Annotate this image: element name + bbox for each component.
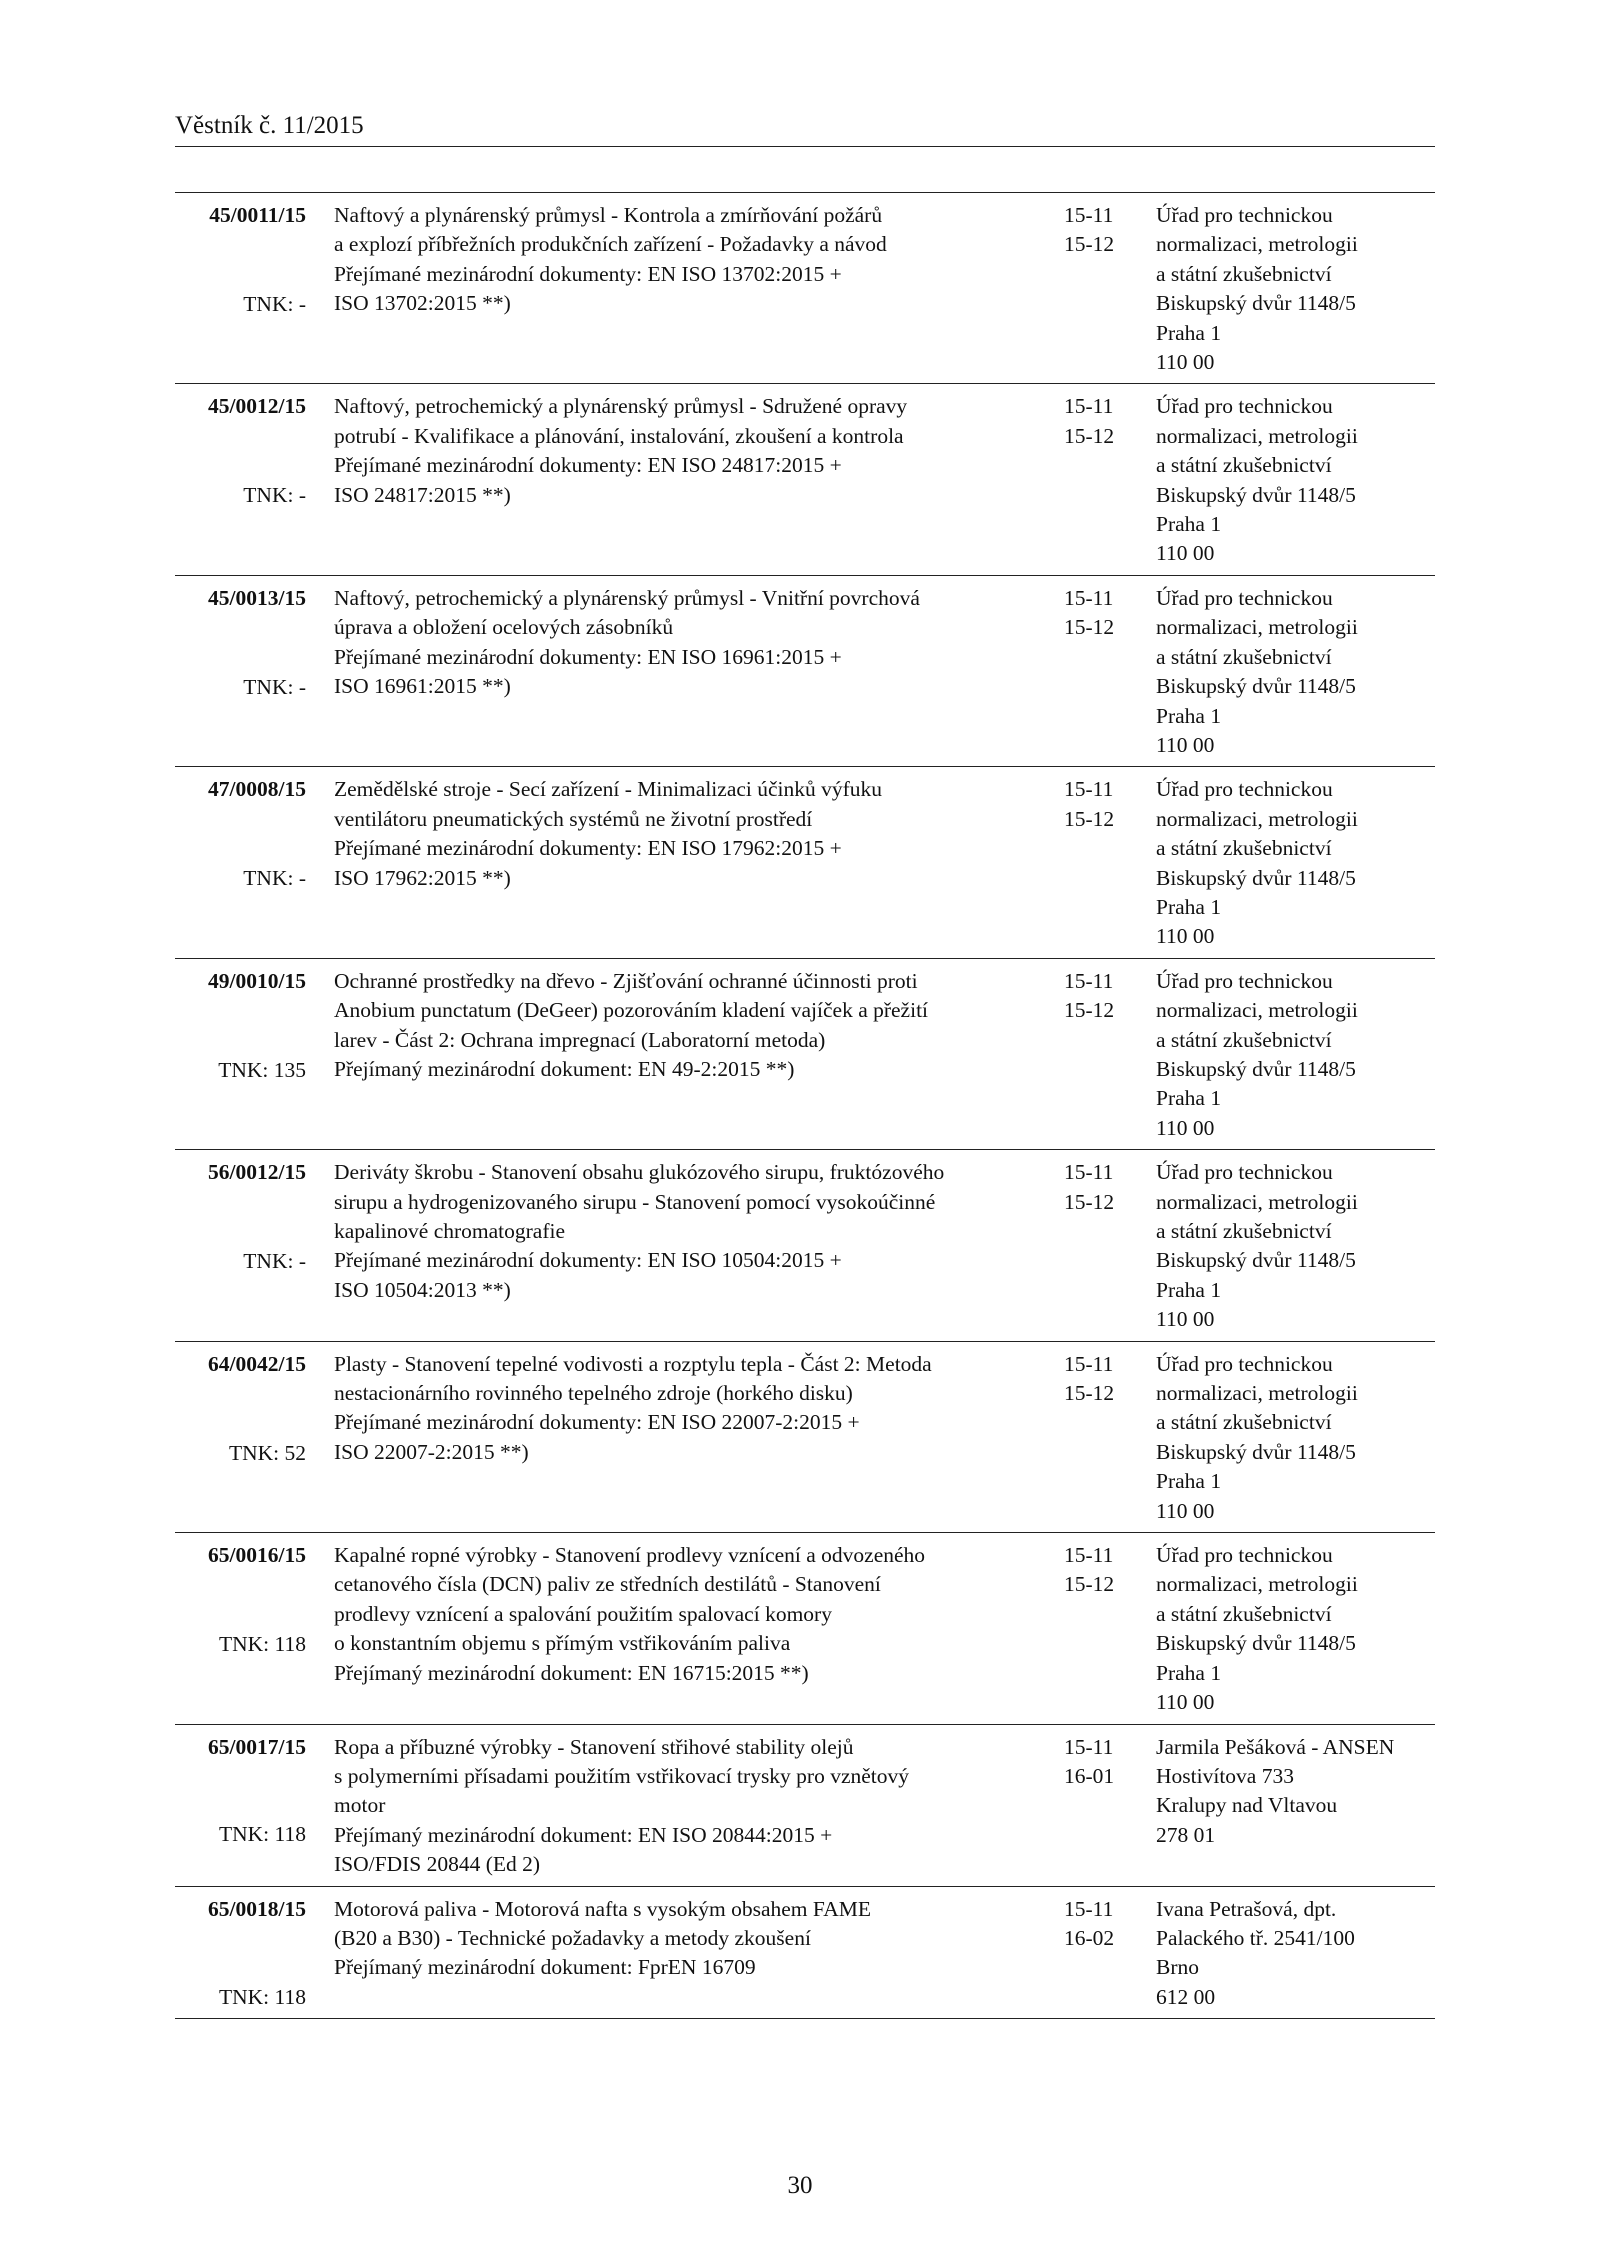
address-line: a státní zkušebnictví <box>1156 453 1332 478</box>
tnk-label: TNK: 118 <box>219 1984 306 2009</box>
row-id-cell <box>175 1895 306 2013</box>
address-line: a státní zkušebnictví <box>1156 1027 1332 1052</box>
address-line: 110 00 <box>1156 924 1215 949</box>
address-cell <box>1156 775 1435 951</box>
dates-cell <box>1064 1350 1136 1526</box>
address-line: a státní zkušebnictví <box>1156 836 1332 861</box>
description-line: Ropa a příbuzné výrobky - Stanovení střihové stability olejů <box>334 1734 854 1759</box>
description-line: Motorová paliva - Motorová nafta s vysokým obsahem FAME <box>334 1896 872 1921</box>
dates-cell <box>1064 1733 1136 1880</box>
description-line: ISO 22007-2:2015 **) <box>334 1439 529 1464</box>
address-cell <box>1156 1895 1435 2013</box>
table-row <box>175 767 1435 958</box>
tnk-label: TNK: - <box>243 866 306 891</box>
header-rule <box>175 146 1435 147</box>
description-line: Deriváty škrobu - Stanovení obsahu glukózového sirupu, fruktózového <box>334 1160 945 1185</box>
table-row <box>175 1725 1435 1887</box>
description-line: Přejímané mezinárodní dokumenty: EN ISO 13702:2015 + <box>334 261 842 286</box>
address-line: Úřad pro technickou <box>1156 394 1333 419</box>
table-row <box>175 576 1435 767</box>
address-line: Biskupský dvůr 1148/5 <box>1156 674 1356 699</box>
date-code: 16-02 <box>1064 1925 1115 1950</box>
row-id-cell <box>175 967 306 1143</box>
address-line: Kralupy nad Vltavou <box>1156 1793 1338 1818</box>
address-line: Biskupský dvůr 1148/5 <box>1156 1248 1356 1273</box>
address-line: Úřad pro technickou <box>1156 968 1333 993</box>
description-line: Přejímaný mezinárodní dokument: EN 16715:2015 **) <box>334 1660 809 1685</box>
dates-cell <box>1064 1895 1136 2013</box>
table-row <box>175 1150 1435 1341</box>
address-line: Biskupský dvůr 1148/5 <box>1156 1439 1356 1464</box>
description-line: Přejímaný mezinárodní dokument: FprEN 16709 <box>334 1955 756 1980</box>
description-line: Anobium punctatum (DeGeer) pozorováním kladení vajíček a přežití <box>334 998 929 1023</box>
date-code: 15-11 <box>1064 1896 1114 1921</box>
date-code: 15-11 <box>1064 585 1114 610</box>
address-line: 110 00 <box>1156 350 1215 375</box>
description-line: Přejímané mezinárodní dokumenty: EN ISO 17962:2015 + <box>334 836 842 861</box>
description-line: Přejímané mezinárodní dokumenty: EN ISO 22007-2:2015 + <box>334 1410 860 1435</box>
dates-cell <box>1064 584 1136 760</box>
description-cell <box>334 775 1044 951</box>
tnk-label: TNK: - <box>243 292 306 317</box>
tnk-label: TNK: 52 <box>228 1440 306 1465</box>
date-code: 15-12 <box>1064 1572 1115 1597</box>
description-line: ISO 10504:2013 **) <box>334 1277 511 1302</box>
description-line: Přejímané mezinárodní dokumenty: EN ISO 16961:2015 + <box>334 644 842 669</box>
address-line: 110 00 <box>1156 1498 1215 1523</box>
date-code: 15-11 <box>1064 777 1114 802</box>
address-cell <box>1156 1733 1435 1880</box>
description-line: (B20 a B30) - Technické požadavky a metody zkoušení <box>334 1925 811 1950</box>
description-line: ISO 24817:2015 **) <box>334 482 511 507</box>
description-line: ISO/FDIS 20844 (Ed 2) <box>334 1852 541 1877</box>
description-cell <box>334 1350 1044 1526</box>
address-cell <box>1156 967 1435 1143</box>
row-id-cell <box>175 1541 306 1717</box>
description-line: Přejímané mezinárodní dokumenty: EN ISO 10504:2015 + <box>334 1248 842 1273</box>
row-id-cell <box>175 1350 306 1526</box>
description-line: ISO 17962:2015 **) <box>334 865 511 890</box>
address-line: Praha 1 <box>1156 1469 1222 1494</box>
address-line: 110 00 <box>1156 732 1215 757</box>
address-line: Biskupský dvůr 1148/5 <box>1156 1631 1356 1656</box>
address-line: a státní zkušebnictví <box>1156 1219 1332 1243</box>
standard-number: 47/0008/15 <box>208 777 306 802</box>
table-row <box>175 193 1435 384</box>
description-line: ISO 16961:2015 **) <box>334 674 511 699</box>
description-line: larev - Část 2: Ochrana impregnací (Laboratorní metoda) <box>334 1027 826 1052</box>
address-line: Úřad pro technickou <box>1156 1160 1333 1185</box>
standards-table <box>175 192 1435 2019</box>
description-line: nestacionárního rovinného tepelného zdroje (horkého disku) <box>334 1381 853 1406</box>
address-line: a státní zkušebnictví <box>1156 1601 1332 1626</box>
standard-number: 45/0012/15 <box>208 394 306 419</box>
date-code: 15-11 <box>1064 394 1114 419</box>
description-cell <box>334 1733 1044 1880</box>
address-line: Praha 1 <box>1156 1277 1222 1302</box>
address-cell <box>1156 1541 1435 1717</box>
table-row <box>175 1887 1435 2020</box>
address-line: 110 00 <box>1156 541 1215 566</box>
standard-number: 56/0012/15 <box>208 1160 306 1185</box>
description-line: Naftový, petrochemický a plynárenský průmysl - Sdružené opravy <box>334 394 908 419</box>
address-line: normalizaci, metrologii <box>1156 1381 1358 1406</box>
address-line: Praha 1 <box>1156 320 1222 345</box>
description-line: Naftový, petrochemický a plynárenský průmysl - Vnitřní povrchová <box>334 585 920 610</box>
description-cell <box>334 201 1044 377</box>
description-line: Plasty - Stanovení tepelné vodivosti a rozptylu tepla - Část 2: Metoda <box>334 1351 932 1376</box>
date-code: 15-11 <box>1064 1543 1114 1568</box>
description-line: a explozí příbřežních produkčních zařízení - Požadavky a návod <box>334 232 887 257</box>
address-line: a státní zkušebnictví <box>1156 1410 1332 1435</box>
address-line: normalizaci, metrologii <box>1156 998 1358 1023</box>
tnk-label: TNK: 135 <box>218 1057 306 1082</box>
dates-cell <box>1064 201 1136 377</box>
description-line: ventilátoru pneumatických systémů ne životní prostředí <box>334 806 813 831</box>
table-row <box>175 384 1435 575</box>
tnk-label: TNK: - <box>243 1249 306 1274</box>
row-id-cell <box>175 584 306 760</box>
address-cell <box>1156 1350 1435 1526</box>
address-line: Biskupský dvůr 1148/5 <box>1156 1056 1356 1081</box>
dates-cell <box>1064 775 1136 951</box>
standard-number: 65/0016/15 <box>208 1543 306 1568</box>
description-line: úprava a obložení ocelových zásobníků <box>334 615 674 640</box>
address-line: 612 00 <box>1156 1984 1216 2009</box>
address-line: Úřad pro technickou <box>1156 585 1333 610</box>
description-line: Naftový a plynárenský průmysl - Kontrola a zmírňování požárů <box>334 203 883 227</box>
date-code: 15-12 <box>1064 998 1115 1023</box>
address-cell <box>1156 584 1435 760</box>
address-line: Praha 1 <box>1156 1660 1222 1685</box>
dates-cell <box>1064 967 1136 1143</box>
address-line: 110 00 <box>1156 1115 1215 1140</box>
description-line: s polymerními přísadami použitím vstřikovací trysky pro vznětový <box>334 1763 910 1788</box>
description-line: o konstantním objemu s přímým vstřikováním paliva <box>334 1631 791 1656</box>
address-line: Biskupský dvůr 1148/5 <box>1156 482 1356 507</box>
address-line: normalizaci, metrologii <box>1156 232 1358 257</box>
description-line: sirupu a hydrogenizovaného sirupu - Stanovení pomocí vysokoúčinné <box>334 1189 936 1214</box>
date-code: 15-12 <box>1064 1189 1115 1214</box>
standard-number: 45/0013/15 <box>208 585 306 610</box>
description-line: cetanového čísla (DCN) paliv ze středních destilátů - Stanovení <box>334 1572 881 1597</box>
date-code: 15-11 <box>1064 1160 1114 1185</box>
description-cell <box>334 584 1044 760</box>
page-header <box>175 110 1435 147</box>
description-cell <box>334 1895 1044 2013</box>
standard-number: 49/0010/15 <box>208 968 306 993</box>
standard-number: 45/0011/15 <box>209 203 306 227</box>
table-row <box>175 1533 1435 1724</box>
description-line: prodlevy vznícení a spalování použitím spalovací komory <box>334 1601 832 1626</box>
dates-cell <box>1064 1158 1136 1334</box>
address-line: Biskupský dvůr 1148/5 <box>1156 291 1356 316</box>
description-cell <box>334 1541 1044 1717</box>
address-line: Úřad pro technickou <box>1156 777 1333 802</box>
description-cell <box>334 392 1044 568</box>
address-line: Praha 1 <box>1156 512 1222 537</box>
tnk-label: TNK: - <box>243 483 306 508</box>
address-cell <box>1156 201 1435 377</box>
address-line: normalizaci, metrologii <box>1156 423 1358 448</box>
date-code: 15-12 <box>1064 1381 1115 1406</box>
description-line: Kapalné ropné výrobky - Stanovení prodlevy vznícení a odvozeného <box>334 1543 926 1568</box>
dates-cell <box>1064 392 1136 568</box>
address-line: a státní zkušebnictví <box>1156 644 1332 669</box>
page-number: 30 <box>787 2172 813 2199</box>
address-line: 278 01 <box>1156 1822 1216 1847</box>
date-code: 15-11 <box>1064 203 1114 227</box>
row-id-cell <box>175 1158 306 1334</box>
row-id-cell <box>175 1733 306 1880</box>
address-line: Praha 1 <box>1156 894 1222 919</box>
address-line: Praha 1 <box>1156 1086 1222 1111</box>
tnk-label: TNK: 118 <box>219 1632 306 1657</box>
description-line: Zemědělské stroje - Secí zařízení - Minimalizaci účinků výfuku <box>334 777 883 802</box>
address-line: Brno <box>1156 1955 1199 1980</box>
address-line: Úřad pro technickou <box>1156 1543 1333 1568</box>
address-line: Hostivítova 733 <box>1156 1763 1294 1788</box>
description-line: motor <box>334 1793 386 1818</box>
address-line: normalizaci, metrologii <box>1156 615 1358 640</box>
description-line: Přejímaný mezinárodní dokument: EN ISO 20844:2015 + <box>334 1822 833 1847</box>
dates-cell <box>1064 1541 1136 1717</box>
standard-number: 64/0042/15 <box>208 1351 306 1376</box>
description-cell <box>334 967 1044 1143</box>
page-header-title: Věstník č. 11/2015 <box>175 112 364 139</box>
address-line: a státní zkušebnictví <box>1156 261 1332 286</box>
table-row <box>175 1342 1435 1533</box>
address-line: Úřad pro technickou <box>1156 203 1333 227</box>
date-code: 16-01 <box>1064 1763 1115 1788</box>
description-cell <box>334 1158 1044 1334</box>
date-code: 15-12 <box>1064 232 1115 257</box>
standard-number: 65/0018/15 <box>208 1896 306 1921</box>
row-id-cell <box>175 201 306 377</box>
date-code: 15-11 <box>1064 1351 1114 1376</box>
address-line: 110 00 <box>1156 1690 1215 1715</box>
date-code: 15-11 <box>1064 1734 1114 1759</box>
date-code: 15-11 <box>1064 968 1114 993</box>
table-row <box>175 959 1435 1150</box>
address-cell <box>1156 1158 1435 1334</box>
description-line: Přejímané mezinárodní dokumenty: EN ISO 24817:2015 + <box>334 453 842 478</box>
address-line: Biskupský dvůr 1148/5 <box>1156 865 1356 890</box>
address-line: Ivana Petrašová, dpt. <box>1156 1896 1337 1921</box>
address-line: Jarmila Pešáková - ANSEN <box>1156 1734 1395 1759</box>
description-line: kapalinové chromatografie <box>334 1219 566 1243</box>
address-line: normalizaci, metrologii <box>1156 1572 1358 1597</box>
address-line: normalizaci, metrologii <box>1156 1189 1358 1214</box>
description-line: potrubí - Kvalifikace a plánování, instalování, zkoušení a kontrola <box>334 423 904 448</box>
address-cell <box>1156 392 1435 568</box>
tnk-label: TNK: 118 <box>219 1822 306 1847</box>
date-code: 15-12 <box>1064 423 1115 448</box>
row-id-cell <box>175 392 306 568</box>
standard-number: 65/0017/15 <box>208 1734 306 1759</box>
date-code: 15-12 <box>1064 806 1115 831</box>
tnk-label: TNK: - <box>243 674 306 699</box>
address-line: Palackého tř. 2541/100 <box>1156 1925 1355 1950</box>
row-id-cell <box>175 775 306 951</box>
date-code: 15-12 <box>1064 615 1115 640</box>
description-line: Ochranné prostředky na dřevo - Zjišťování ochranné účinnosti proti <box>334 968 918 993</box>
description-line: Přejímaný mezinárodní dokument: EN 49-2:2015 **) <box>334 1056 795 1081</box>
address-line: Úřad pro technickou <box>1156 1351 1333 1376</box>
address-line: Praha 1 <box>1156 703 1222 728</box>
address-line: normalizaci, metrologii <box>1156 806 1358 831</box>
description-line: ISO 13702:2015 **) <box>334 291 511 316</box>
address-line: 110 00 <box>1156 1307 1215 1332</box>
